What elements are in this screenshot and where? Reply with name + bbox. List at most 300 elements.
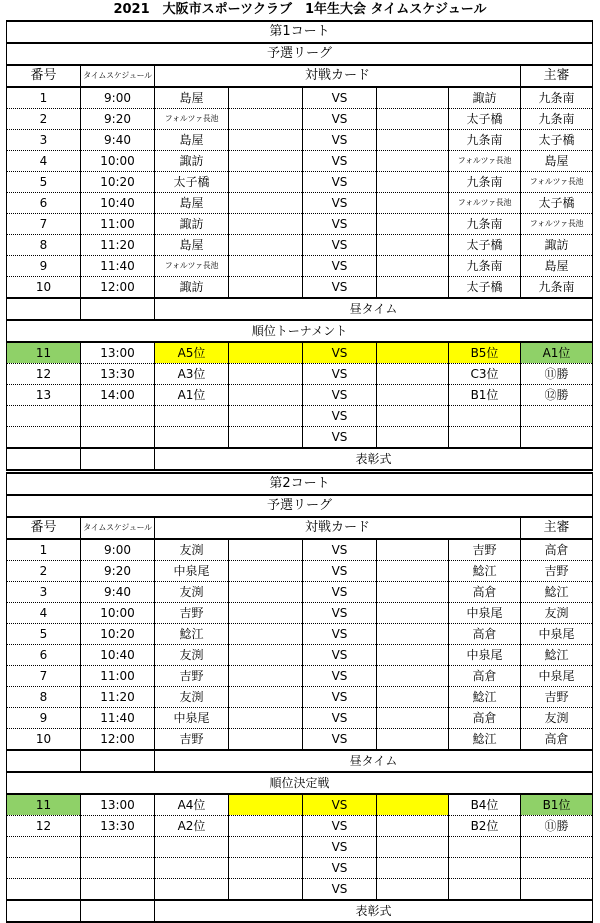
referee: ⑪勝 <box>521 816 593 837</box>
spacer <box>377 879 449 901</box>
referee: 九条南 <box>521 277 593 299</box>
vs-label: VS <box>303 603 377 624</box>
match-no: 11 <box>7 342 81 364</box>
spacer <box>377 624 449 645</box>
match-time: 10:20 <box>81 172 155 193</box>
spacer <box>377 539 449 561</box>
spacer <box>229 794 303 816</box>
match-time: 9:20 <box>81 561 155 582</box>
spacer <box>377 193 449 214</box>
spacer <box>229 151 303 172</box>
spacer <box>377 794 449 816</box>
referee: 友渕 <box>521 708 593 729</box>
vs-label: VS <box>303 87 377 109</box>
team-a <box>155 858 229 879</box>
spacer <box>229 235 303 256</box>
vs-label: VS <box>303 582 377 603</box>
header-time: タイムスケジュール <box>81 65 155 87</box>
match-row <box>7 109 593 130</box>
final-row <box>7 794 593 816</box>
column-header-row <box>7 517 593 539</box>
match-time <box>81 879 155 901</box>
team-a: 諏訪 <box>155 214 229 235</box>
spacer <box>377 427 449 449</box>
spacer <box>229 879 303 901</box>
spacer <box>229 214 303 235</box>
team-a <box>155 427 229 449</box>
team-a: 吉野 <box>155 729 229 751</box>
team-a: 友渕 <box>155 645 229 666</box>
match-no: 12 <box>7 816 81 837</box>
final-row <box>7 816 593 837</box>
team-a: 太子橋 <box>155 172 229 193</box>
vs-label: VS <box>303 151 377 172</box>
team-b <box>449 406 521 427</box>
referee: 島屋 <box>521 151 593 172</box>
match-no: 2 <box>7 109 81 130</box>
team-a <box>155 837 229 858</box>
page-title: 2021 大阪市スポーツクラブ 1年生大会 タイムスケジュール <box>113 2 487 17</box>
spacer <box>229 687 303 708</box>
match-time: 9:20 <box>81 109 155 130</box>
match-no <box>7 858 81 879</box>
spacer <box>377 214 449 235</box>
spacer <box>377 87 449 109</box>
spacer <box>377 130 449 151</box>
court-name: 第1コート <box>7 21 593 43</box>
lunch-row <box>7 298 593 320</box>
vs-label: VS <box>303 364 377 385</box>
referee <box>521 879 593 901</box>
team-a: A2位 <box>155 816 229 837</box>
referee: 九条南 <box>521 109 593 130</box>
spacer <box>229 645 303 666</box>
match-no: 9 <box>7 708 81 729</box>
team-b: 鯰江 <box>449 729 521 751</box>
match-time: 13:00 <box>81 342 155 364</box>
blank-cell <box>7 448 81 470</box>
spacer <box>229 666 303 687</box>
match-row <box>7 130 593 151</box>
stage2-label: 順位決定戦 <box>7 772 593 794</box>
stage2-row <box>7 772 593 794</box>
final-row <box>7 364 593 385</box>
court-name-row <box>7 21 593 43</box>
match-time: 13:00 <box>81 794 155 816</box>
referee: 諏訪 <box>521 235 593 256</box>
vs-label: VS <box>303 109 377 130</box>
referee <box>521 837 593 858</box>
vs-label: VS <box>303 729 377 751</box>
match-time: 10:40 <box>81 645 155 666</box>
match-time: 10:00 <box>81 151 155 172</box>
team-b: フォルツァ長池 <box>449 193 521 214</box>
vs-label: VS <box>303 235 377 256</box>
match-row <box>7 624 593 645</box>
match-no: 13 <box>7 385 81 406</box>
blank-cell <box>81 900 155 922</box>
spacer <box>229 342 303 364</box>
match-time <box>81 858 155 879</box>
match-time: 9:00 <box>81 87 155 109</box>
match-row <box>7 603 593 624</box>
team-b <box>449 837 521 858</box>
vs-label: VS <box>303 539 377 561</box>
court-name: 第2コート <box>7 473 593 495</box>
team-b: B2位 <box>449 816 521 837</box>
stage-row <box>7 43 593 65</box>
vs-label: VS <box>303 708 377 729</box>
spacer <box>229 624 303 645</box>
match-no: 7 <box>7 214 81 235</box>
spacer <box>377 858 449 879</box>
spacer <box>377 406 449 427</box>
team-b: 九条南 <box>449 214 521 235</box>
final-row <box>7 385 593 406</box>
match-row <box>7 151 593 172</box>
referee: 高倉 <box>521 729 593 751</box>
column-header-row <box>7 65 593 87</box>
spacer <box>377 645 449 666</box>
match-row <box>7 256 593 277</box>
court-1-schedule-table <box>6 20 593 471</box>
referee: 太子橋 <box>521 130 593 151</box>
vs-label: VS <box>303 172 377 193</box>
match-no: 4 <box>7 603 81 624</box>
team-a: 友渕 <box>155 687 229 708</box>
match-row <box>7 666 593 687</box>
vs-label: VS <box>303 427 377 449</box>
match-no: 1 <box>7 539 81 561</box>
vs-label: VS <box>303 561 377 582</box>
team-b: 太子橋 <box>449 109 521 130</box>
referee: 吉野 <box>521 687 593 708</box>
team-a: 友渕 <box>155 582 229 603</box>
team-b: 中泉尾 <box>449 645 521 666</box>
referee <box>521 406 593 427</box>
match-row <box>7 277 593 299</box>
vs-label: VS <box>303 385 377 406</box>
match-no <box>7 837 81 858</box>
vs-label: VS <box>303 794 377 816</box>
referee <box>521 427 593 449</box>
spacer <box>377 172 449 193</box>
spacer <box>229 603 303 624</box>
blank-cell <box>81 750 155 772</box>
match-row <box>7 729 593 751</box>
team-b: 高倉 <box>449 582 521 603</box>
referee: 鯰江 <box>521 645 593 666</box>
match-row <box>7 214 593 235</box>
final-row <box>7 858 593 879</box>
final-row <box>7 342 593 364</box>
referee: 高倉 <box>521 539 593 561</box>
match-no: 6 <box>7 193 81 214</box>
spacer <box>377 666 449 687</box>
match-time: 11:40 <box>81 256 155 277</box>
team-a: A1位 <box>155 385 229 406</box>
match-no: 5 <box>7 624 81 645</box>
match-no: 3 <box>7 130 81 151</box>
team-b: B5位 <box>449 342 521 364</box>
match-no <box>7 406 81 427</box>
vs-label: VS <box>303 666 377 687</box>
spacer <box>229 816 303 837</box>
team-a: 中泉尾 <box>155 708 229 729</box>
match-time: 11:20 <box>81 687 155 708</box>
match-no: 4 <box>7 151 81 172</box>
match-time: 13:30 <box>81 364 155 385</box>
team-b: 高倉 <box>449 624 521 645</box>
team-a: 友渕 <box>155 539 229 561</box>
match-no: 6 <box>7 645 81 666</box>
award-row <box>7 448 593 470</box>
final-row <box>7 879 593 901</box>
team-b: B1位 <box>449 385 521 406</box>
team-a: 諏訪 <box>155 151 229 172</box>
stage-row <box>7 495 593 517</box>
spacer <box>229 385 303 406</box>
team-b: 高倉 <box>449 666 521 687</box>
match-no: 3 <box>7 582 81 603</box>
match-no: 11 <box>7 794 81 816</box>
blank-cell <box>81 448 155 470</box>
team-b: 鯰江 <box>449 561 521 582</box>
final-row <box>7 427 593 449</box>
spacer <box>229 256 303 277</box>
match-time: 10:40 <box>81 193 155 214</box>
match-no: 12 <box>7 364 81 385</box>
match-time: 11:40 <box>81 708 155 729</box>
team-a: 島屋 <box>155 235 229 256</box>
vs-label: VS <box>303 406 377 427</box>
spacer <box>229 561 303 582</box>
referee: フォルツァ長池 <box>521 172 593 193</box>
spacer <box>377 109 449 130</box>
blank-cell <box>81 298 155 320</box>
match-row <box>7 539 593 561</box>
lunch-label: 昼タイム <box>155 298 593 320</box>
match-time: 11:00 <box>81 666 155 687</box>
team-a: 島屋 <box>155 193 229 214</box>
team-b: C3位 <box>449 364 521 385</box>
spacer <box>229 277 303 299</box>
team-b: B4位 <box>449 794 521 816</box>
spacer <box>229 406 303 427</box>
spacer <box>377 256 449 277</box>
spacer <box>377 342 449 364</box>
team-b: 九条南 <box>449 172 521 193</box>
team-a: 吉野 <box>155 603 229 624</box>
court-name-row <box>7 473 593 495</box>
vs-label: VS <box>303 687 377 708</box>
team-a <box>155 406 229 427</box>
team-a: A3位 <box>155 364 229 385</box>
header-time: タイムスケジュール <box>81 517 155 539</box>
referee: 鯰江 <box>521 582 593 603</box>
header-card: 対戦カード <box>155 65 521 87</box>
referee: 太子橋 <box>521 193 593 214</box>
team-a: 島屋 <box>155 130 229 151</box>
team-a: A4位 <box>155 794 229 816</box>
vs-label: VS <box>303 879 377 901</box>
stage2-label: 順位トーナメント <box>7 320 593 342</box>
referee: 中泉尾 <box>521 624 593 645</box>
match-time: 10:20 <box>81 624 155 645</box>
match-no: 7 <box>7 666 81 687</box>
match-time: 12:00 <box>81 729 155 751</box>
blank-cell <box>7 750 81 772</box>
match-time <box>81 406 155 427</box>
referee: B1位 <box>521 794 593 816</box>
blank-cell <box>7 298 81 320</box>
match-no: 1 <box>7 87 81 109</box>
spacer <box>229 364 303 385</box>
team-a: 島屋 <box>155 87 229 109</box>
team-a <box>155 879 229 901</box>
match-time: 10:00 <box>81 603 155 624</box>
stage-label: 予選リーグ <box>7 43 593 65</box>
match-time: 11:00 <box>81 214 155 235</box>
header-no: 番号 <box>7 65 81 87</box>
team-b: 鯰江 <box>449 687 521 708</box>
team-b: 高倉 <box>449 708 521 729</box>
stage2-row <box>7 320 593 342</box>
referee: 友渕 <box>521 603 593 624</box>
referee: 吉野 <box>521 561 593 582</box>
match-time: 11:20 <box>81 235 155 256</box>
award-row <box>7 900 593 922</box>
header-card: 対戦カード <box>155 517 521 539</box>
team-b <box>449 858 521 879</box>
referee: ⑫勝 <box>521 385 593 406</box>
spacer <box>229 539 303 561</box>
spacer <box>229 729 303 751</box>
spacer <box>377 603 449 624</box>
match-row <box>7 708 593 729</box>
spacer <box>229 582 303 603</box>
lunch-row <box>7 750 593 772</box>
team-a: 鯰江 <box>155 624 229 645</box>
vs-label: VS <box>303 837 377 858</box>
vs-label: VS <box>303 277 377 299</box>
referee: 九条南 <box>521 87 593 109</box>
spacer <box>229 172 303 193</box>
team-a: フォルツァ長池 <box>155 109 229 130</box>
spacer <box>229 87 303 109</box>
vs-label: VS <box>303 858 377 879</box>
award-label: 表彰式 <box>155 448 593 470</box>
match-row <box>7 172 593 193</box>
spacer <box>229 130 303 151</box>
blank-cell <box>7 900 81 922</box>
header-ref: 主審 <box>521 517 593 539</box>
spacer <box>377 816 449 837</box>
spacer <box>377 561 449 582</box>
match-time: 9:40 <box>81 582 155 603</box>
team-b <box>449 879 521 901</box>
spacer <box>377 364 449 385</box>
match-time: 9:40 <box>81 130 155 151</box>
referee: 島屋 <box>521 256 593 277</box>
team-b: 太子橋 <box>449 235 521 256</box>
vs-label: VS <box>303 645 377 666</box>
vs-label: VS <box>303 214 377 235</box>
match-no: 9 <box>7 256 81 277</box>
match-time: 9:00 <box>81 539 155 561</box>
match-row <box>7 193 593 214</box>
referee: フォルツァ長池 <box>521 214 593 235</box>
referee: 中泉尾 <box>521 666 593 687</box>
spacer <box>229 837 303 858</box>
spacer <box>229 708 303 729</box>
match-no: 2 <box>7 561 81 582</box>
spacer <box>377 277 449 299</box>
vs-label: VS <box>303 130 377 151</box>
match-row <box>7 645 593 666</box>
team-b: フォルツァ長池 <box>449 151 521 172</box>
court-2-schedule-table <box>6 472 593 923</box>
spacer <box>377 235 449 256</box>
vs-label: VS <box>303 342 377 364</box>
team-b: 太子橋 <box>449 277 521 299</box>
match-row <box>7 687 593 708</box>
spacer <box>377 385 449 406</box>
referee: ⑪勝 <box>521 364 593 385</box>
match-no: 5 <box>7 172 81 193</box>
team-a: A5位 <box>155 342 229 364</box>
match-no <box>7 879 81 901</box>
referee <box>521 858 593 879</box>
spacer <box>229 109 303 130</box>
match-time <box>81 427 155 449</box>
vs-label: VS <box>303 816 377 837</box>
match-no: 8 <box>7 235 81 256</box>
team-b: 九条南 <box>449 130 521 151</box>
spacer <box>377 151 449 172</box>
spacer <box>377 687 449 708</box>
match-row <box>7 561 593 582</box>
header-ref: 主審 <box>521 65 593 87</box>
spacer <box>229 193 303 214</box>
team-a: 諏訪 <box>155 277 229 299</box>
referee: A1位 <box>521 342 593 364</box>
spacer <box>377 708 449 729</box>
header-no: 番号 <box>7 517 81 539</box>
match-time <box>81 837 155 858</box>
team-a: 吉野 <box>155 666 229 687</box>
match-no: 10 <box>7 277 81 299</box>
team-b: 吉野 <box>449 539 521 561</box>
team-b: 九条南 <box>449 256 521 277</box>
final-row <box>7 837 593 858</box>
team-b <box>449 427 521 449</box>
match-row <box>7 582 593 603</box>
match-time: 14:00 <box>81 385 155 406</box>
match-time: 12:00 <box>81 277 155 299</box>
match-row <box>7 87 593 109</box>
final-row <box>7 406 593 427</box>
team-a: 中泉尾 <box>155 561 229 582</box>
spacer <box>377 837 449 858</box>
match-no: 8 <box>7 687 81 708</box>
team-a: フォルツァ長池 <box>155 256 229 277</box>
award-label: 表彰式 <box>155 900 593 922</box>
spacer <box>377 729 449 751</box>
spacer <box>377 582 449 603</box>
vs-label: VS <box>303 624 377 645</box>
match-no <box>7 427 81 449</box>
